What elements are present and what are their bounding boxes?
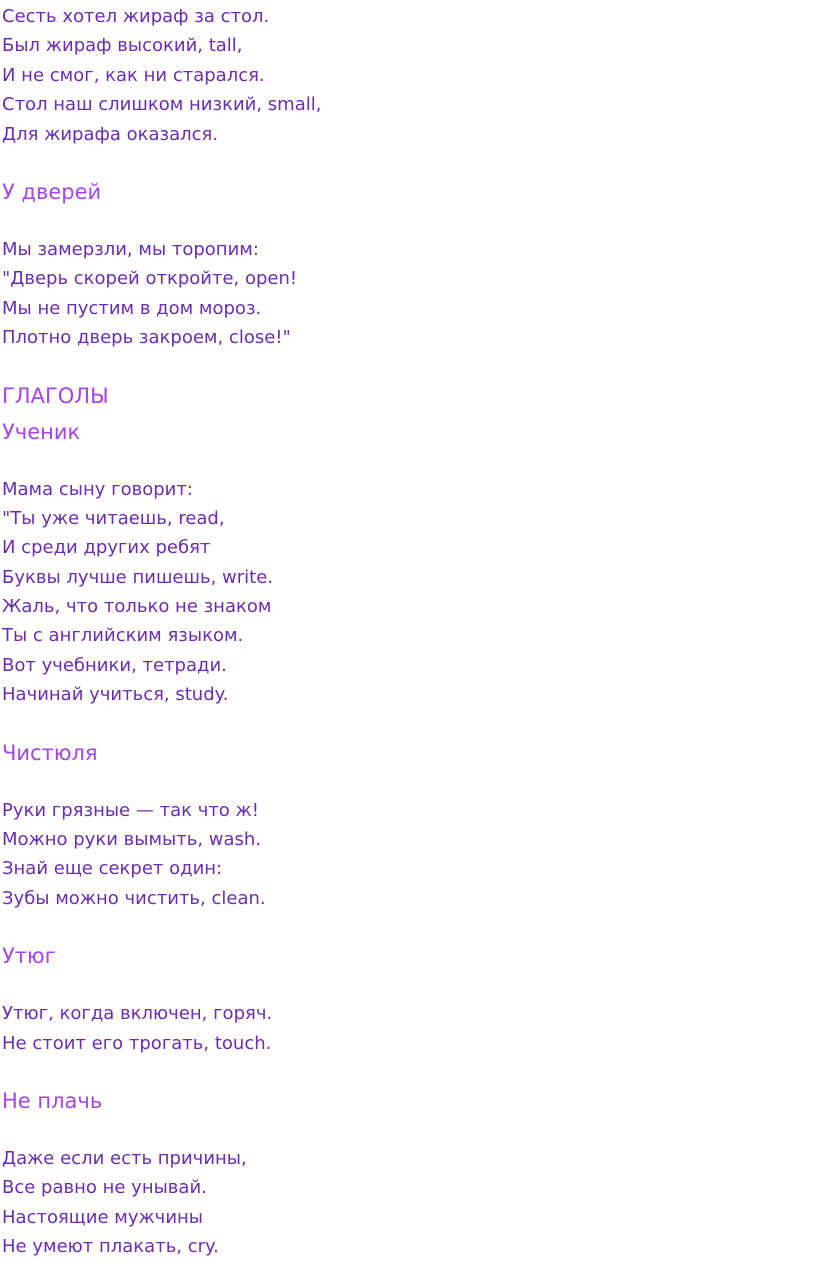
poem-title: Чистюля bbox=[2, 740, 98, 765]
poem-title: Ученик bbox=[2, 419, 81, 444]
poem-line: Можно руки вымыть, wash. bbox=[2, 829, 262, 851]
poem-line: Руки грязные — так что ж! bbox=[2, 799, 259, 821]
poem-line: Начинай учиться, study. bbox=[2, 684, 229, 706]
poem-line: Был жираф высокий, tall, bbox=[2, 35, 243, 57]
poem-line: Утюг, когда включен, горяч. bbox=[2, 1003, 273, 1025]
poem-line: Зубы можно чистить, clean. bbox=[2, 887, 266, 909]
poem-line: Сесть хотел жираф за стол. bbox=[2, 6, 270, 27]
poem-line: Ты с английским языком. bbox=[2, 625, 244, 647]
poem-line: Все равно не унывай. bbox=[2, 1177, 207, 1199]
poem-line: Мама сыну говорит: bbox=[2, 478, 193, 500]
poem-line: И не смог, как ни старался. bbox=[2, 64, 265, 86]
poem-line: Вот учебники, тетради. bbox=[2, 654, 227, 676]
poem-line: Даже если есть причины, bbox=[2, 1147, 247, 1169]
poem-line: "Ты уже читаешь, read, bbox=[2, 507, 225, 529]
poem-line: Не стоит его трогать, touch. bbox=[2, 1032, 272, 1054]
poem-line: "Дверь скорей откройте, open! bbox=[2, 268, 298, 290]
poem-line: Мы замерзли, мы торопим: bbox=[2, 238, 259, 260]
poem-line: Мы не пустим в дом мороз. bbox=[2, 297, 262, 319]
poem-iron bbox=[2, 941, 812, 1058]
poem-title: У дверей bbox=[2, 179, 102, 204]
poem-dont-cry bbox=[2, 1086, 812, 1262]
section-title: ГЛАГОЛЫ bbox=[2, 383, 109, 408]
poem-clean bbox=[2, 738, 812, 914]
poem-door bbox=[2, 177, 812, 353]
poem-title: Не плачь bbox=[2, 1088, 103, 1113]
poem-title: Утюг bbox=[2, 944, 56, 969]
poem-line: Настоящие мужчины bbox=[2, 1206, 203, 1228]
poem-line: Не умеют плакать, cry. bbox=[2, 1236, 219, 1258]
poem-line: Буквы лучше пишешь, write. bbox=[2, 566, 273, 588]
poem-line: Знай еще секрет один: bbox=[2, 858, 223, 880]
poem-line: И среди других ребят bbox=[2, 537, 211, 559]
poem-line: Плотно дверь закроем, close!" bbox=[2, 327, 291, 349]
poem-student bbox=[2, 417, 812, 710]
poem-line: Для жирафа оказался. bbox=[2, 123, 219, 145]
poem-giraffe bbox=[2, 0, 812, 149]
poem-line: Стол наш слишком низкий, small, bbox=[2, 94, 322, 116]
document-page bbox=[2, 0, 812, 1262]
poem-line: Жаль, что только не знаком bbox=[2, 596, 272, 618]
